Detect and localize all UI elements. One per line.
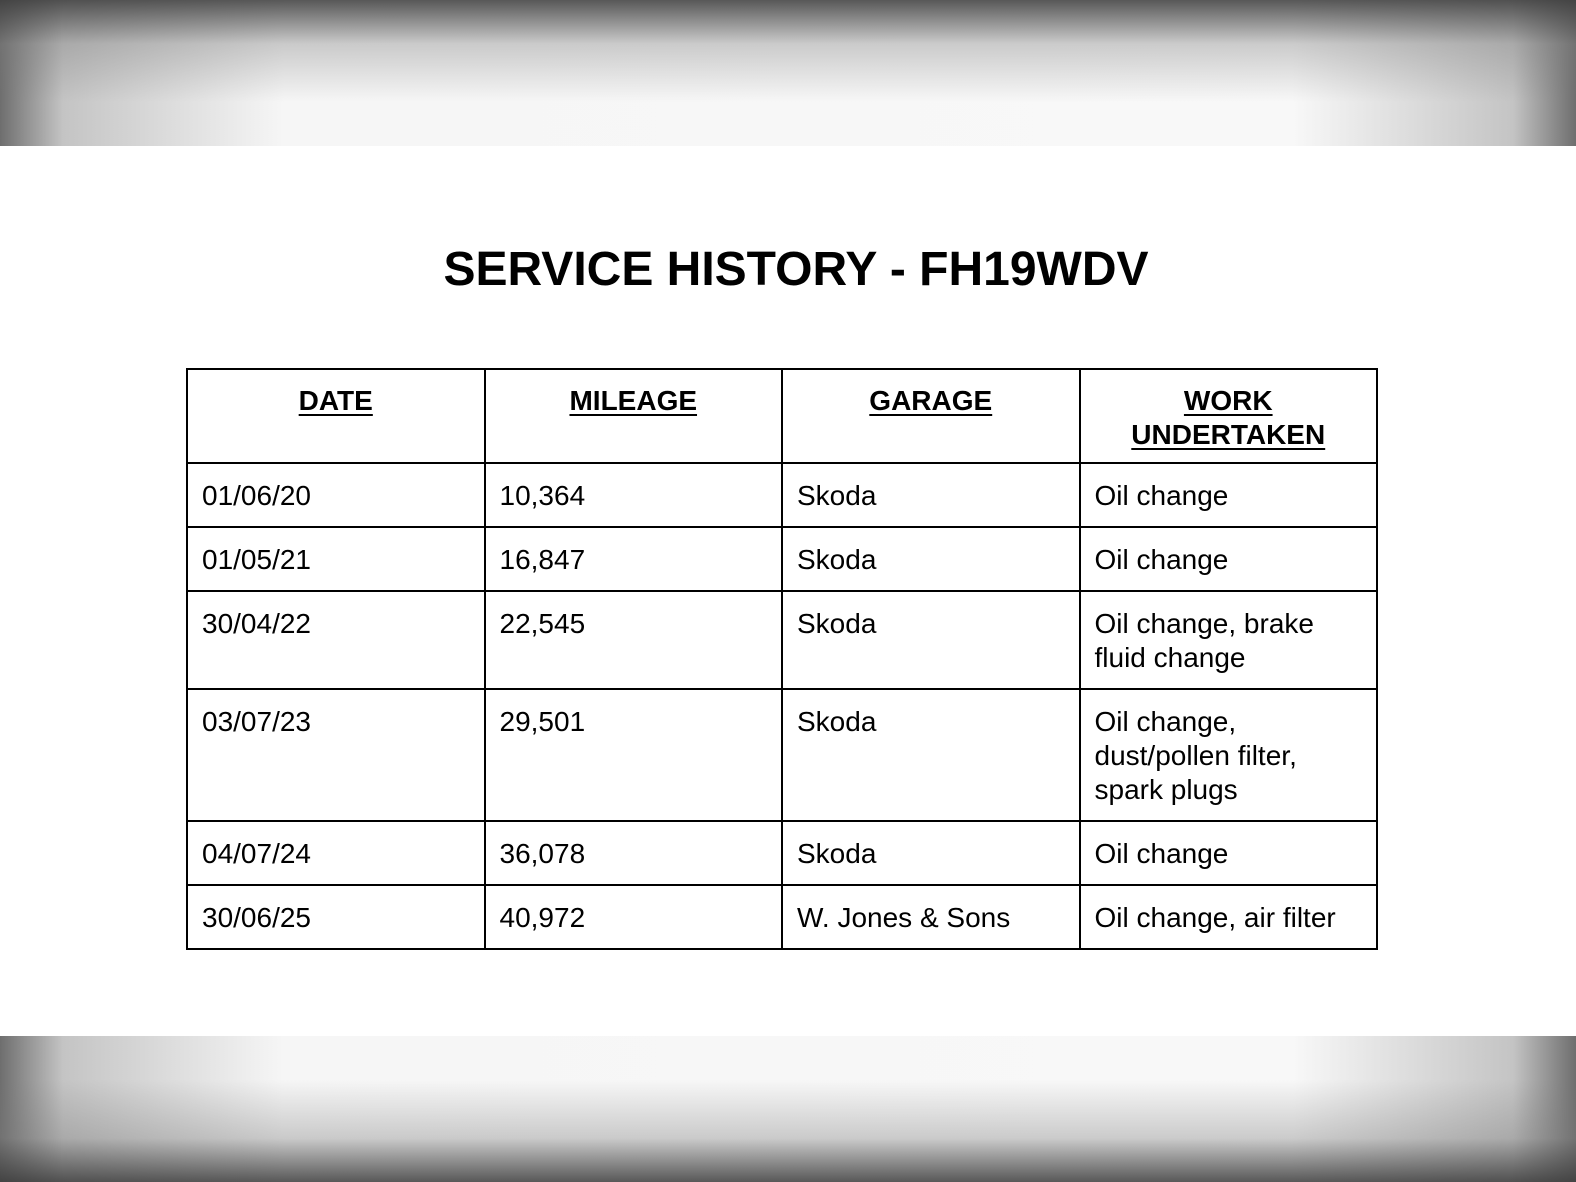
bottom-vignette-band — [0, 1036, 1576, 1182]
cell-garage: Skoda — [782, 591, 1080, 689]
cell-date: 30/06/25 — [187, 885, 485, 949]
header-date: DATE — [187, 369, 485, 463]
cell-date: 01/05/21 — [187, 527, 485, 591]
document-title: SERVICE HISTORY - FH19WDV — [443, 243, 1149, 296]
table-row — [187, 527, 1377, 591]
cell-mileage: 29,501 — [485, 689, 783, 821]
cell-garage: Skoda — [782, 821, 1080, 885]
cell-work: Oil change, air filter — [1080, 885, 1378, 949]
cell-date: 30/04/22 — [187, 591, 485, 689]
cell-mileage: 10,364 — [485, 463, 783, 527]
table-row — [187, 885, 1377, 949]
header-work-undertaken: WORK UNDERTAKEN — [1080, 369, 1378, 463]
cell-garage: Skoda — [782, 527, 1080, 591]
document-page — [0, 146, 1576, 1036]
cell-mileage: 40,972 — [485, 885, 783, 949]
table-row — [187, 821, 1377, 885]
cell-mileage: 22,545 — [485, 591, 783, 689]
table-row — [187, 591, 1377, 689]
cell-date: 03/07/23 — [187, 689, 485, 821]
cell-work: Oil change — [1080, 463, 1378, 527]
cell-work: Oil change — [1080, 821, 1378, 885]
top-vignette-band — [0, 0, 1576, 146]
cell-garage: W. Jones & Sons — [782, 885, 1080, 949]
cell-work: Oil change, brake fluid change — [1080, 591, 1378, 689]
table-header-row — [187, 369, 1377, 463]
cell-mileage: 36,078 — [485, 821, 783, 885]
cell-work: Oil change — [1080, 527, 1378, 591]
header-garage: GARAGE — [782, 369, 1080, 463]
table-row — [187, 463, 1377, 527]
table-row — [187, 689, 1377, 821]
cell-date: 04/07/24 — [187, 821, 485, 885]
cell-garage: Skoda — [782, 463, 1080, 527]
cell-garage: Skoda — [782, 689, 1080, 821]
cell-work: Oil change, dust/pollen filter, spark plugs — [1080, 689, 1378, 821]
service-history-table — [186, 368, 1378, 950]
header-mileage: MILEAGE — [485, 369, 783, 463]
cell-mileage: 16,847 — [485, 527, 783, 591]
cell-date: 01/06/20 — [187, 463, 485, 527]
